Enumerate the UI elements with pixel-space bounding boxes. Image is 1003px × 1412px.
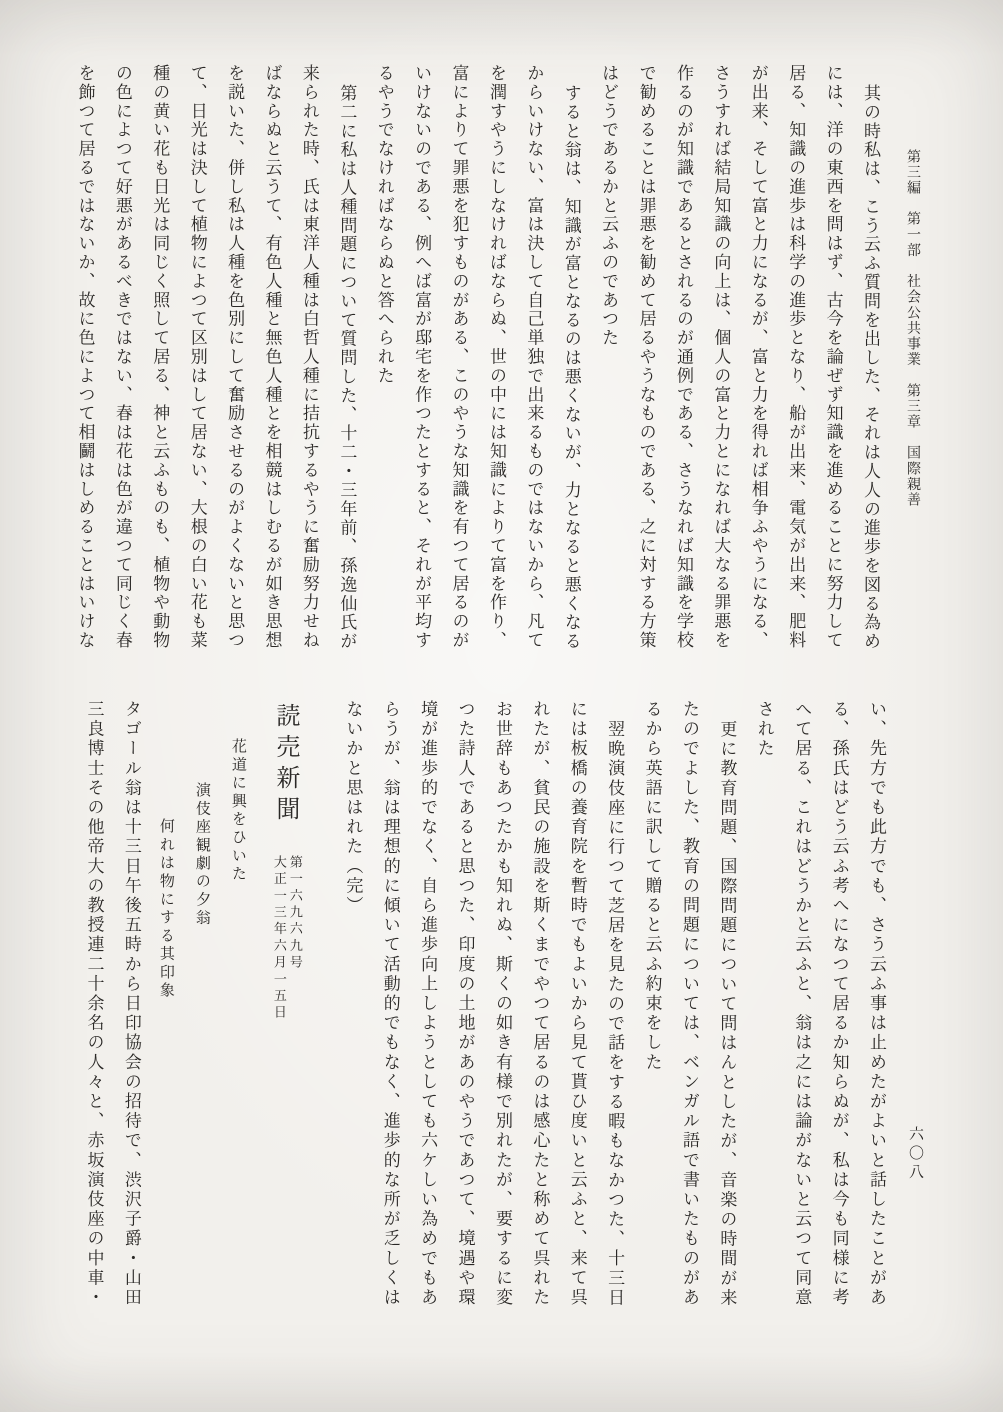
newspaper-date: 大正一三年六月一五日 (271, 855, 287, 1022)
chapter-header: 第三編 第一部 社会公共事業 第三章 国際親善 (905, 149, 920, 508)
paragraph: 第二に私は人種問題について質問した、十二・三年前、孫逸仙氏が来られた時、氏は東洋人種は白哲人種に拮抗するやうに奮励努力せねばならぬと云うて、有色人種と無色人種とを相競はしむるが如き思想を説いた、併し私は人種を色別にして奮励させるのがよくないと思つて、日光は決して植物によつて区別はして居ない、大根の白い花も菜種の黄い花も日光は同じく照して居る、神と云ふものも、植物や動物の色によつて好悪があるべきではない、春は花は色が違つて同じく春を飾つて居るではないか、故に色によつて相鬭はしめることはいけな (75, 64, 357, 651)
paragraph: タゴール翁は十三日午後五時から日印協会の招待で、渋沢子爵・山田三良博士その他帝大の教授連二十余名の人々と、赤坂演伎座の中車・ (84, 700, 141, 1308)
newspaper-issue-date (271, 855, 303, 1022)
paragraph: い、先方でも此方でも、さう云ふ事は止めたがよいと話したことがある、孫氏はどう云ふ考へになつて居るか知らぬが、私は今も同様に考へて居る、これはどうかと云ふと、翁は之には論がないと云つて同意された (754, 700, 886, 1308)
paragraph: 更に教育問題、国際問題について問はんとしたが、音楽の時間が来たのでよした、教育の問題については、ベンガル語で書いたものがあるから英語に訳して贈ると云ふ約束をした (642, 700, 737, 1308)
paragraph: すると翁は、知識が富となるのは悪くないが、力となると悪くなるからいけない、富は決して自己単独で出来るものではないから、凡てを潤すやうにしなければならぬ、世の中には知識によりて富を作り、富によりて罪悪を犯すものがある、このやうな知識を有つて居るのがいけないのである、例へば富が邸宅を作つたとすると、それが平均するやうでなければならぬと答へられた (374, 64, 581, 651)
paragraph: 其の時私は、こう云ふ質問を出した、それは人人の進歩を図る為めには、洋の東西を問はず、古今を論ぜず知識を進めることに努力して居る、知識の進歩は科学の進歩となり、船が出来、電気が出来、肥料が出来、そして富と力になるが、富と力を得れば相争ふやうになる、さうすれば結局知識の向上は、個人の富と力とになれば大なる罪悪を作るのが知識であるとされるのが通例である、さうなれば知識を学校で勧めることは罪悪を勧めて居るやうなものである、之に対する方策はどうであるかと云ふのであつた (599, 64, 880, 651)
article-headline: 何れは物にする其印象 (157, 818, 174, 1000)
newspaper-issue-number: 第一六九六九号 (287, 855, 303, 972)
newspaper-citation-block (150, 700, 334, 1308)
page-number: 六〇八 (907, 1126, 923, 1183)
newspaper-name: 読売新聞 (271, 703, 298, 827)
bottom-text-tier (75, 700, 895, 1308)
paragraph: 翌晩演伎座に行つて芝居を見たので話をする暇もなかつた、十三日には板橋の養育院を暫時でもよいから見て貰ひ度いと云ふと、来て呉れたが、貧民の施設を斯くまでやつて居るのは感心たと称めて呉れたお世辞もあつたかも知れぬ、斯くの如き有様で別れたが、要するに変つた詩人であると思つた、印度の土地があのやうであつて、境遇や環境が進歩的でなく、自ら進歩向上しようとしても六ケしい為めでもあらうが、翁は理想的に傾いて活動的でもなく、進歩的な所が乏しくはないかと思はれた（完） (343, 700, 625, 1308)
article-headline: 演伎座観劇の夕翁 (193, 782, 210, 928)
article-headline: 花道に興をひいた (229, 738, 246, 884)
top-text-tier (66, 64, 935, 652)
